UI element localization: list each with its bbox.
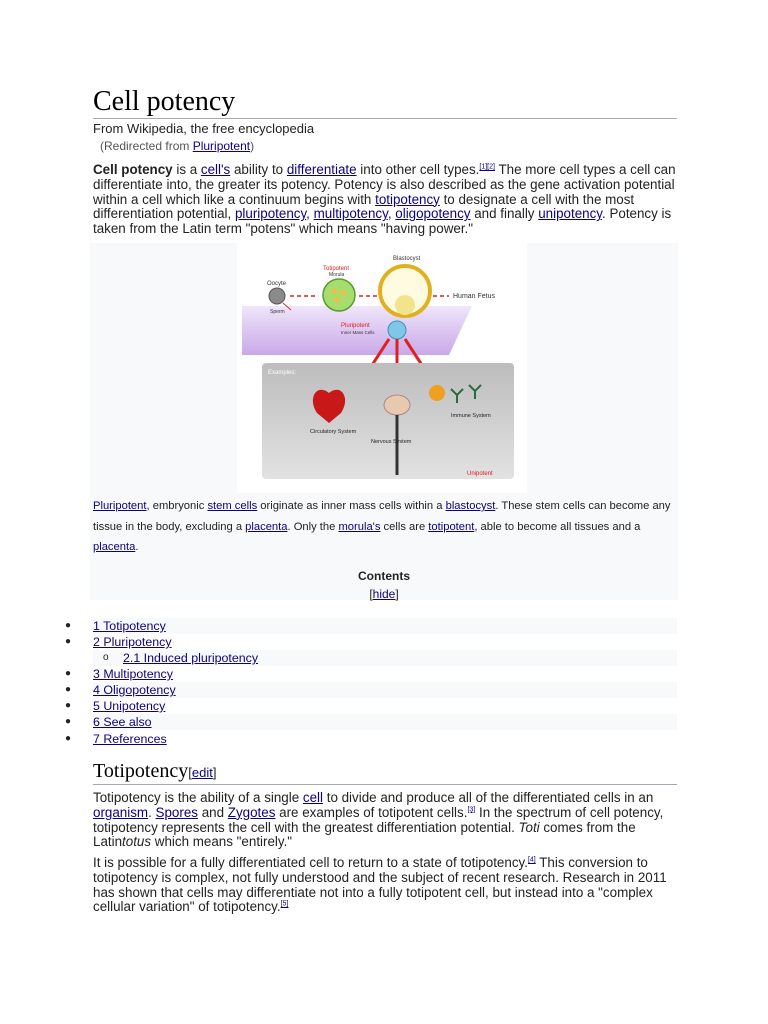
link-oligopotency[interactable]: oligopotency	[395, 206, 471, 222]
citation-link[interactable]: [3]	[467, 806, 476, 814]
bullet-icon: ●	[65, 733, 72, 744]
bracket: ]	[212, 765, 217, 780]
morula-cell	[340, 290, 346, 296]
link-zygotes[interactable]: Zygotes	[227, 804, 276, 820]
oocyte-shape	[269, 288, 285, 304]
toc-item	[65, 698, 677, 714]
nervous-label: Nervous System	[371, 439, 412, 445]
examples-panel	[262, 363, 514, 479]
tagline: From Wikipedia, the free encyclopedia	[93, 121, 315, 136]
toc-link[interactable]: 4 Oligopotency	[93, 683, 176, 697]
bracket: ]	[395, 587, 399, 601]
toc-link[interactable]: 5 Unipotency	[93, 699, 166, 713]
bullet-icon: ●	[65, 620, 72, 631]
link-placenta[interactable]: placenta	[93, 541, 136, 553]
bullet-icon: ●	[65, 636, 72, 647]
intro-text: into other cell types.	[356, 162, 480, 177]
immune-cell-shape	[429, 385, 445, 401]
para-text: In the spectrum of cell potency, totipotency represents the cell with the greatest differentiation potential.	[93, 804, 664, 835]
para-text: This conversion to totipotency is complex, not fully understood and the subject of recent research. Research in 2011 has shown that cells may differentiate not into a fully totipotent cell, but instead into a "complex cellular variation" of totipotency.	[93, 855, 667, 915]
caption-text: cells are	[380, 520, 429, 533]
intro-text: and finally	[470, 206, 539, 222]
citation-link[interactable]: [5]	[280, 900, 289, 908]
citation-link[interactable]: [1][2]	[479, 163, 495, 171]
blastocyst-label: Blastocyst	[393, 256, 421, 262]
brain-shape	[384, 395, 410, 415]
oocyte-label: Oocyte	[267, 281, 287, 287]
figure-caption	[93, 496, 673, 558]
caption-text: .	[135, 541, 139, 553]
intro-bold: Cell potency	[93, 162, 173, 177]
toc-item	[65, 682, 677, 698]
link-pluripotency[interactable]: pluripotency	[234, 206, 307, 222]
para-text: It is possible for a fully differentiated cell to return to a state of totipotency.	[93, 855, 528, 870]
intro-text: is a	[172, 162, 201, 177]
redirect-prefix: (Redirected from	[100, 139, 193, 153]
page-title: Cell potency	[93, 86, 677, 119]
redirect-suffix: )	[250, 139, 255, 153]
caption-text: . Only the	[287, 520, 339, 533]
link-organism[interactable]: organism	[93, 804, 149, 820]
link-pluripotent[interactable]: Pluripotent	[93, 500, 147, 512]
link-spores[interactable]: Spores	[155, 804, 198, 820]
caption-text: , embryonic	[146, 500, 208, 512]
circulatory-label: Circulatory System	[310, 429, 357, 435]
morula-cell	[334, 297, 340, 303]
toc-hide-link[interactable]: hide	[372, 587, 396, 601]
edit-section	[188, 765, 216, 780]
link-differentiate[interactable]: differentiate	[286, 162, 357, 177]
bracket: [	[188, 765, 192, 780]
sperm-label: Sperm	[270, 309, 285, 315]
toc-link[interactable]: 2 Pluripotency	[93, 635, 172, 649]
intro-text: to designate a cell with the most differentiation potential,	[93, 191, 635, 222]
italic-text: totus	[122, 834, 152, 850]
cell-potency-diagram[interactable]	[237, 243, 527, 493]
human-fetus-label: Human Fetus	[453, 293, 496, 300]
morula-shape	[323, 279, 355, 311]
intro-text: . Potency is taken from the Latin term "potens" which means "having power."	[93, 206, 672, 237]
totipotency-paragraph-1	[93, 791, 677, 850]
inner-mass-shape	[388, 321, 406, 339]
totipotent-label: Totipotent	[323, 266, 350, 272]
para-text: which means "entirely."	[151, 834, 293, 850]
toc-link[interactable]: 1 Totipotency	[93, 619, 166, 633]
figure-box	[90, 243, 678, 600]
intro-text: The more cell types a cell can differentiate into, the greater its potency. Potency is also described as the gene activation potential within a cell which like a continuum begins with	[93, 162, 676, 207]
link-cells[interactable]: cell's	[200, 162, 231, 177]
pluripotent-label: Pluripotent	[341, 323, 370, 329]
para-text: .	[148, 804, 156, 820]
toc-link[interactable]: 2.1 Induced pluripotency	[123, 651, 259, 665]
toc-title: Contents	[358, 569, 410, 583]
inner-mass-label: Inner Mass Cells	[341, 330, 375, 335]
para-text: are examples of totipotent cells.	[275, 804, 468, 820]
diagram-svg	[237, 243, 527, 493]
link-multipotency[interactable]: multipotency	[313, 206, 388, 222]
bracket: [	[369, 587, 373, 601]
bullet-icon: ●	[65, 700, 72, 711]
caption-text: originate as inner mass cells within a	[257, 500, 446, 512]
caption-text: , able to become all tissues and a	[474, 520, 641, 533]
link-unipotency[interactable]: unipotency	[538, 206, 602, 222]
para-text: and	[197, 804, 228, 820]
toc-item	[65, 731, 677, 747]
bullet-icon: ●	[65, 684, 72, 695]
redirect-notice	[100, 139, 254, 153]
link-morula[interactable]: morula's	[338, 520, 381, 533]
para-text: comes from the Latin	[93, 819, 636, 850]
toc-item	[65, 618, 677, 634]
intro-paragraph	[93, 163, 677, 237]
toc-subitem	[93, 650, 677, 666]
section-heading	[93, 760, 677, 785]
section-title: Totipotency	[93, 760, 189, 782]
toc-hide	[90, 587, 678, 601]
link-totipotency[interactable]: totipotency	[375, 191, 440, 207]
bullet-icon: ●	[65, 716, 72, 727]
toc-link[interactable]: 6 See also	[93, 715, 152, 729]
sub-bullet-icon: o	[103, 652, 109, 663]
blastocyst-inner	[395, 295, 415, 315]
toc-item	[65, 666, 677, 682]
toc-item	[65, 634, 677, 650]
intro-text: ,	[387, 206, 396, 222]
morula-label: Morula	[329, 272, 345, 278]
link-blastocyst[interactable]: blastocyst	[445, 500, 496, 512]
para-text: to divide and produce all of the differentiated cells in an	[323, 790, 654, 805]
citation-link[interactable]: [4]	[527, 856, 536, 864]
link-placenta[interactable]: placenta	[245, 520, 288, 533]
italic-text: Toti	[518, 819, 540, 835]
bullet-icon: ●	[65, 668, 72, 679]
intro-text: ,	[306, 206, 314, 222]
link-totipotent[interactable]: totipotent	[428, 520, 475, 533]
link-stem-cells[interactable]: stem cells	[207, 500, 258, 512]
intro-text: ability to	[230, 162, 287, 177]
morula-cell	[331, 288, 337, 294]
totipotency-paragraph-2	[93, 856, 677, 915]
link-cell[interactable]: cell	[302, 790, 323, 805]
toc-item	[65, 714, 677, 730]
toc-link[interactable]: 3 Multipotency	[93, 667, 173, 681]
immune-label: Immune System	[451, 413, 491, 419]
toc-link[interactable]: 7 References	[93, 732, 167, 746]
para-text: Totipotency is the ability of a single	[93, 790, 303, 805]
unipotent-label: Unipotent	[467, 471, 493, 477]
redirect-link[interactable]: Pluripotent	[192, 139, 251, 153]
examples-label: Examples:	[268, 370, 297, 376]
caption-text: . These stem cells can become any tissue in the body, excluding a	[93, 500, 671, 533]
edit-link[interactable]: edit	[191, 765, 213, 780]
